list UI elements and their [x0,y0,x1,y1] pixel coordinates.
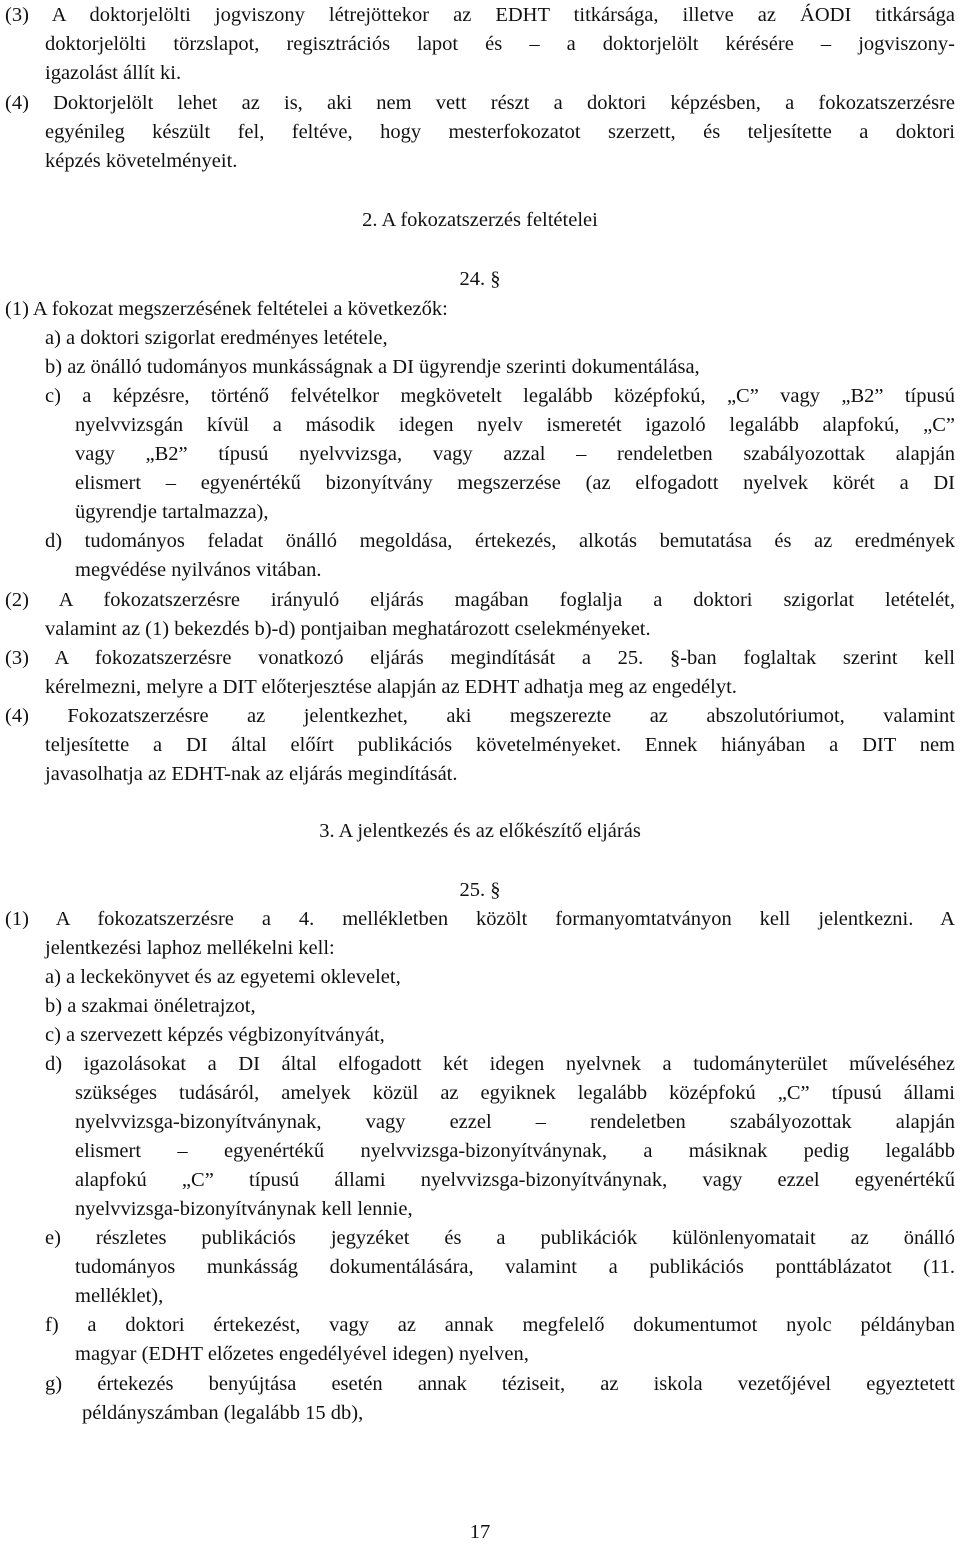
article-heading: 25. § [459,879,501,901]
list-item: a) a leckekönyvet és az egyetemi oklevelet, [45,966,401,988]
text-line: szükséges tudásáról, amelyek közül az egyiknek legalább középfokú „C” típusú állami [75,1082,955,1104]
text-line: javasolhatja az EDHT-nak az eljárás megindítását. [45,763,458,785]
text-line: (2) A fokozatszerzésre irányuló eljárás magában foglalja a doktori szigorlat letételét, [5,589,955,611]
list-item: c) a képzésre, történő felvételkor megkövetelt legalább középfokú, „C” vagy „B2” típusú [45,385,955,407]
text-line: vagy „B2” típusú nyelvvizsga, vagy azzal – rendeletben szabályozottak alapján [75,443,955,465]
text-line: tudományos munkásság dokumentálására, valamint a publikációs ponttáblázatot (11. [75,1256,955,1278]
text-line: (3) A doktorjelölti jogviszony létrejöttekor az EDHT titkársága, illetve az ÁODI titkársága [5,4,955,26]
article-heading: 24. § [459,268,501,290]
text-line: egyénileg készült fel, feltéve, hogy mesterfokozatot szerzett, és teljesítette a doktori [45,121,955,143]
list-item: d) igazolásokat a DI által elfogadott két idegen nyelvnek a tudományterület műveléséhez [45,1053,955,1075]
text-line: megvédése nyilvános vitában. [75,559,322,581]
text-line: nyelvvizsgán kívül a második idegen nyelv ismeretét igazoló legalább alapfokú, „C” [75,414,955,436]
text-line: elismert – egyenértékű bizonyítvány megszerzése (az elfogadott nyelvek körét a DI [75,472,955,494]
text-line: (3) A fokozatszerzésre vonatkozó eljárás megindítását a 25. §-ban foglaltak szerint kell [5,647,955,669]
list-item: e) részletes publikációs jegyzéket és a publikációk különlenyomatait az önálló [45,1227,955,1249]
text-line: képzés követelményeit. [45,150,238,172]
list-item: b) a szakmai önéletrajzot, [45,995,256,1017]
list-item: d) tudományos feladat önálló megoldása, értekezés, alkotás bemutatása és az eredmények [45,530,955,552]
text-line: doktorjelölti törzslapot, regisztrációs lapot és – a doktorjelölt kérésére – jogviszony- [45,33,955,55]
text-line: példányszámban (legalább 15 db), [82,1402,364,1424]
text-line: jelentkezési laphoz mellékelni kell: [45,937,335,959]
section-heading: 3. A jelentkezés és az előkészítő eljárás [319,820,641,842]
text-line: melléklet), [75,1285,164,1307]
text-line: valamint az (1) bekezdés b)-d) pontjaiban meghatározott cselekményeket. [45,618,651,640]
text-line: ügyrendje tartalmazza), [75,501,269,523]
list-item: a) a doktori szigorlat eredményes letétele, [45,327,388,349]
section-heading: 2. A fokozatszerzés feltételei [362,209,598,231]
text-line: elismert – egyenértékű nyelvvizsga-bizonyítványnak, a másiknak pedig legalább [75,1140,955,1162]
page-number: 17 [469,1521,491,1543]
text-line: (4) Doktorjelölt lehet az is, aki nem vett részt a doktori képzésben, a fokozatszerzésre [5,92,955,114]
text-line: nyelvvizsga-bizonyítványnak, vagy ezzel – rendeletben szabályozottak alapján [75,1111,955,1133]
text-line: alapfokú „C” típusú állami nyelvvizsga-bizonyítványnak, vagy ezzel egyenértékű [75,1169,955,1191]
text-line: (4) Fokozatszerzésre az jelentkezhet, aki megszerezte az abszolutóriumot, valamint [5,705,955,727]
text-line: nyelvvizsga-bizonyítványnak kell lennie, [75,1198,413,1220]
text-line: (1) A fokozatszerzésre a 4. mellékletben közölt formanyomtatványon kell jelentkezni. A [5,908,955,930]
list-item: c) a szervezett képzés végbizonyítványát, [45,1024,385,1046]
text-line: teljesítette a DI által előírt publikációs követelményeket. Ennek hiányában a DIT nem [45,734,955,756]
text-line: igazolást állít ki. [45,62,182,84]
text-line: magyar (EDHT előzetes engedélyével idegen) nyelven, [75,1343,529,1365]
text-line: kérelmezni, melyre a DIT előterjesztése alapján az EDHT adhatja meg az engedélyt. [45,676,737,698]
list-item: b) az önálló tudományos munkásságnak a DI ügyrendje szerinti dokumentálása, [45,356,700,378]
text-line: (1) A fokozat megszerzésének feltételei a következők: [5,298,448,320]
list-item: f) a doktori értekezést, vagy az annak megfelelő dokumentumot nyolc példányban [45,1314,955,1336]
list-item: g) értekezés benyújtása esetén annak téziseit, az iskola vezetőjével egyeztetett [45,1373,955,1395]
